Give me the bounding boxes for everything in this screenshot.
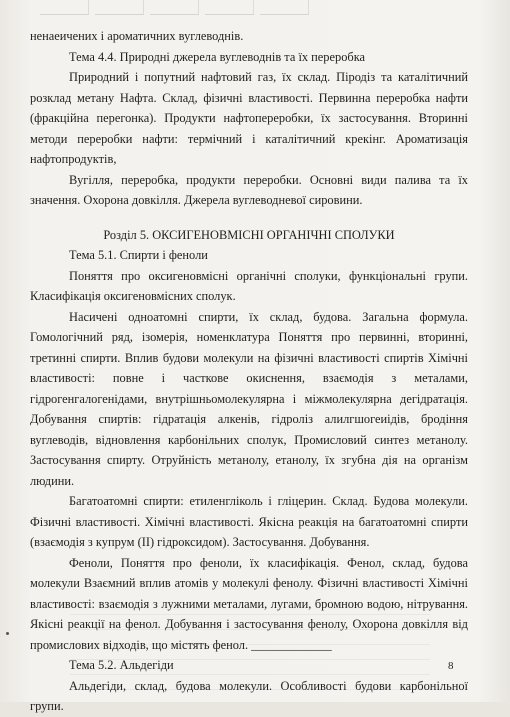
paragraph: Альдегіди, склад, будова молекули. Особливості будови карбонільної групи. — [30, 678, 468, 713]
margin-mark — [6, 632, 9, 635]
paragraph: Поняття про оксигеновмісні органічні сполуки, функціональні групи. Класифікація оксигеновмісних сполук. — [30, 268, 468, 303]
paragraph: Природний і попутний нафтовий газ, їх склад. Піродіз та каталітичний розклад метану Нафта. Склад, фізичні властивості. Первинна переробка нафти (фракційна перегонка). Продукти нафтопереробки, їх застосування. Вторинні методи переробки нафти: термічний і каталітичний крекінг. Ароматизація нафтопродуктів, — [30, 70, 468, 166]
paragraph: Багатоатомні спирти: етиленгліколь і гліцерин. Склад. Будова молекули. Фізичні властивості. Хімічні властивості. Якісна реакція на багатоатомні спирти (взаємодія з купрум (II) гідроксидом). Застосування. Добування. — [30, 494, 468, 549]
topic-heading-5-1: Тема 5.1. Спирти і феноли — [69, 248, 208, 262]
paragraph: Вугілля, переробка, продукти переробки. Основні види палива та їх значення. Охорона довкілля. Джерела вуглеводневої сировини. — [30, 172, 468, 207]
topic-heading-4-4: Тема 4.4. Природні джерела вуглеводнів та їх переробка — [69, 49, 366, 64]
paragraph: Насичені одноатомні спирти, їх склад, будова. Загальна формула. Гомологічний ряд, ізомерія, номенклатура Поняття про первинні, вторинні, третинні спирти. Вплив будови молекули на фізичні властивості спиртів Хімічні властивості: повне і часткове окиснення, взаємодія з металами, гідрогенгалогенідами, внутрішньомолекулярна і міжмолекулярна дегідратація. Добування спиртів: гідратація алкенів, гідроліз алилгшогеиідів, бродіння вуглеводів, відновлення карбонільних сполук, Промисловий синтез метанолу. Застосування спирту. Отруйність метанолу, етанолу, їх згубна дія на організм людини. — [30, 309, 468, 488]
faded-table-header — [40, 0, 470, 22]
paragraph: Феноли, Поняття про феноли, їх класифікація. Фенол, склад, будова молекули Взаємний вплив атомів у молекулі фенолу. Фізичні властивості Хімічні властивості: взаємодія з лужними металами, лугами, бромною водою, нітрування. Якісні реакції на фенол. Добування і застосування фенолу, Охорона довкілля від промислових відходів, що містять фенол. _____________ — [30, 555, 468, 652]
section-title: Розділ 5. ОКСИГЕНОВМІСНІ ОРГАНІЧНІ СПОЛУКИ — [103, 227, 395, 242]
page-number: 8 — [448, 660, 454, 672]
page-content — [30, 26, 468, 717]
topic-heading-5-2: Тема 5.2. Альдегіди — [69, 658, 174, 672]
paragraph: ненаеичених і ароматичних вуглеводнів. — [30, 29, 244, 43]
